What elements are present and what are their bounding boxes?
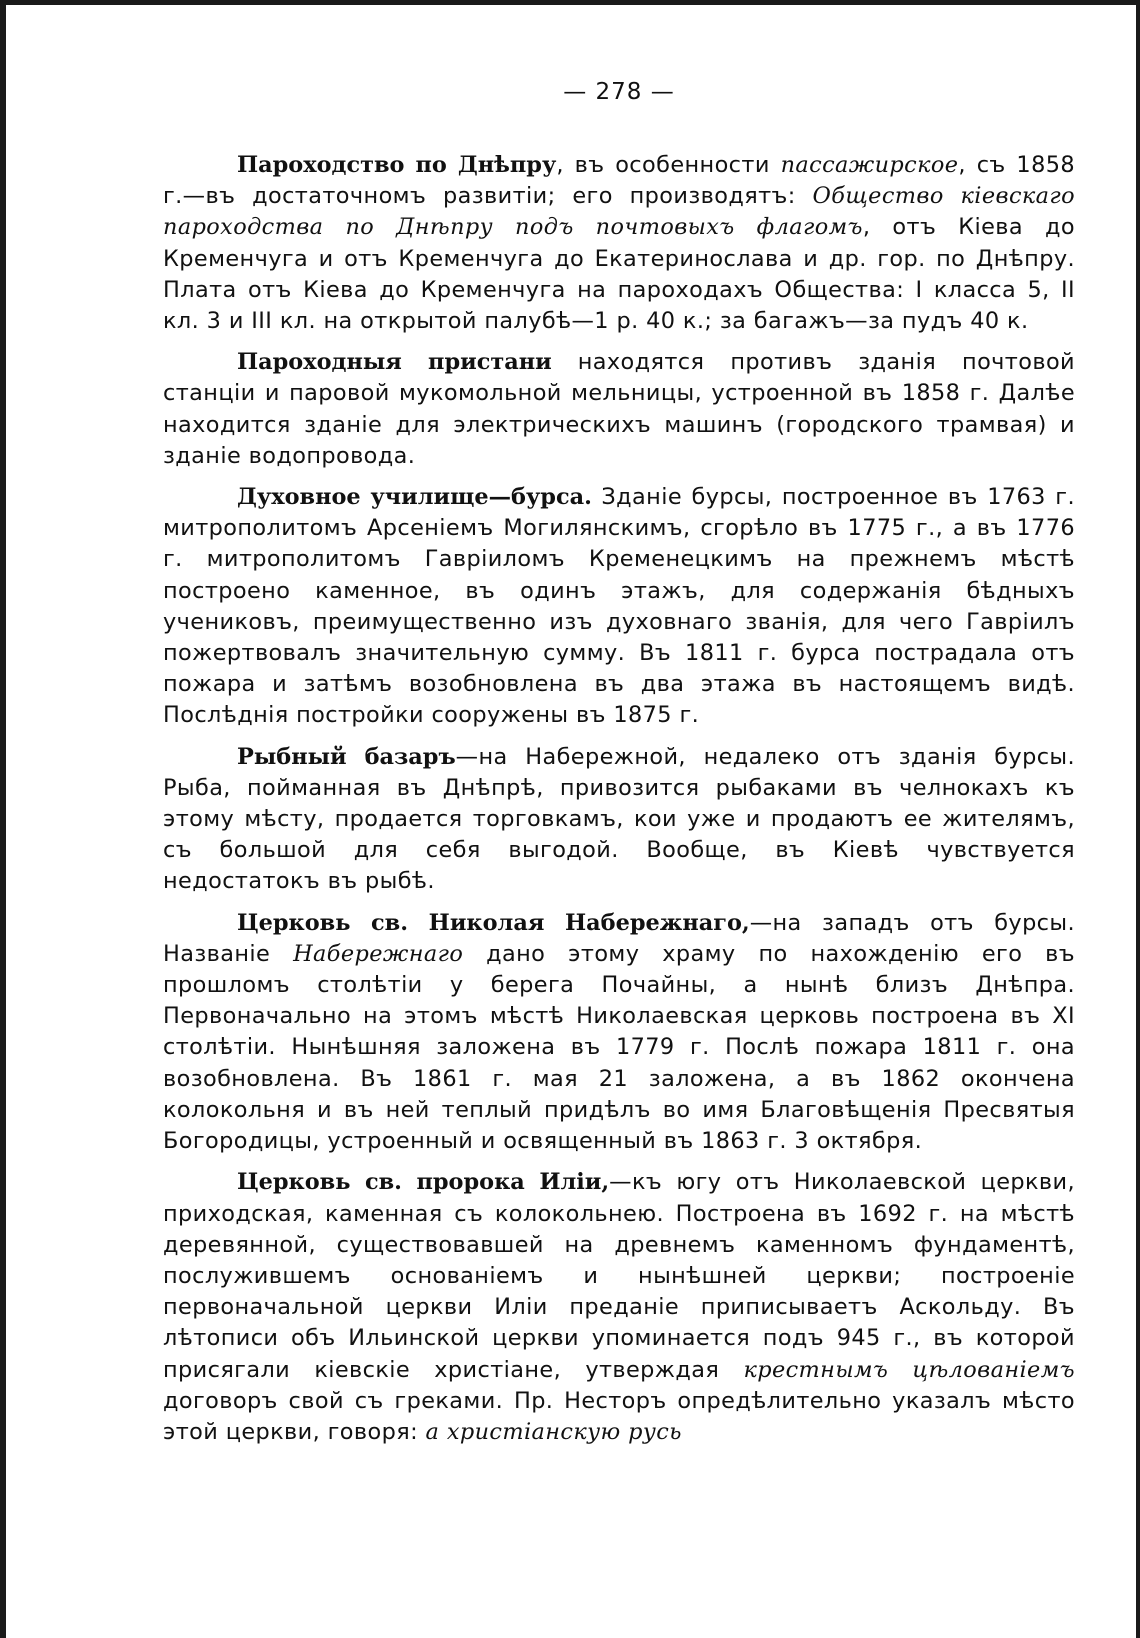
text-run: находятся противъ зданія почтовой станціи и паровой мукомольной мельницы, устроенной въ 1858 г. Далѣе находится зданіе для электрическихъ машинъ (городского трамвая) и зданіе водопровода.: [163, 349, 1075, 469]
emphasis-run: Общество кіевскаго пароходства по Днѣпру подъ почтовыхъ флагомъ: [163, 183, 1075, 241]
text-run: договоръ свой съ греками. Пр. Несторъ опредѣлительно указалъ мѣсто этой церкви, говоря:: [163, 1387, 1075, 1445]
emphasis-run: Набережнаго: [293, 940, 464, 967]
paragraph-st-elijah-church: [163, 1167, 1075, 1448]
text-run: Зданіе бурсы, построенное въ 1763 г. митрополитомъ Арсеніемъ Могилянскимъ, сгорѣло въ 1775 г., а въ 1776 г. митрополитомъ Гавріиломъ Кременецкимъ на прежнемъ мѣстѣ построено каменное, въ одинъ этажъ, для содержанія бѣдныхъ учениковъ, преимущественно изъ духовнаго званія, для чего Гавріилъ пожертвовалъ значительную сумму. Въ 1811 г. бурса пострадала отъ пожара и затѣмъ возобновлена въ два этажа въ настоящемъ видѣ. Послѣднія постройки сооружены въ 1875 г.: [163, 484, 1075, 729]
page-number: — 278 —: [563, 79, 675, 105]
scan-border-top: [0, 0, 1140, 5]
heading-st-elijah-church: Церковь св. пророка Иліи,: [237, 1169, 610, 1196]
text-run: дано этому храму по нахожденію его въ прошломъ столѣтіи у берега Почайны, а нынѣ близъ Днѣпра. Первоначально на этомъ мѣстѣ Николаевская церковь построена въ XI столѣтіи. Нынѣшняя заложена въ 1779 г. Послѣ пожара 1811 г. она возобновлена. Въ 1861 г. мая 21 заложена, а въ 1862 окончена колокольня и въ ней теплый придѣлъ во имя Благовѣщенія Пресвятыя Богородицы, устроенный и освященный въ 1863 г. 3 октября.: [163, 940, 1076, 1155]
text-run: —къ югу отъ Николаевской церкви, приходская, каменная съ колокольнею. Построена въ 1692 г. на мѣстѣ деревянной, существовавшей на древнемъ каменномъ фундаментѣ, послужившемъ основаніемъ и нынѣшней церкви; построеніе первоначальной церкви Иліи преданіе приписываетъ Аскольду. Въ лѣтописи объ Ильинской церкви упоминается подъ 945 г., въ которой присягали кіевскіе христіане, утверждая: [163, 1169, 1075, 1383]
scan-border-right: [1136, 0, 1140, 1638]
heading-seminary: Духовное училище—бурса.: [237, 484, 592, 511]
text-run: —на Набережной, недалеко отъ зданія бурсы. Рыба, пойманная въ Днѣпрѣ, привозится рыбаками въ челнокахъ къ этому мѣсту, продается торговкамъ, кои уже и продаютъ ее жителямъ, съ большой для себя выгодой. Вообще, въ Кіевѣ чувствуется недостатокъ въ рыбѣ.: [163, 743, 1076, 895]
emphasis-run: пассажирское: [780, 152, 959, 178]
paragraph-st-nicholas-church: [163, 908, 1075, 1158]
paragraph-fish-market: [163, 742, 1075, 898]
heading-fish-market: Рыбный базаръ: [237, 743, 456, 770]
emphasis-run: крестнымъ цѣлованіемъ: [743, 1356, 1075, 1383]
text-run: , съ 1858 г.—въ достаточномъ развитіи; его производятъ:: [163, 152, 1076, 210]
emphasis-run: а христіанскую русь: [425, 1418, 682, 1445]
text-run: —на западъ отъ бурсы. Названіе: [163, 909, 1075, 967]
book-page: [163, 72, 1075, 1458]
paragraph-piers: [163, 347, 1075, 472]
heading-st-nicholas-church: Церковь св. Николая Набережнаго,: [237, 909, 750, 936]
text-run: , въ особенности: [556, 152, 781, 178]
paragraph-seminary: [163, 482, 1075, 732]
heading-piers: Пароходныя пристани: [237, 349, 552, 376]
scan-border-left: [0, 0, 6, 1638]
text-run: , отъ Кіева до Кременчуга и отъ Кременчуга до Екатеринослава и др. гор. по Днѣпру. Плата отъ Кіева до Кременчуга на пароходахъ Общества: I класса 5, II кл. 3 и III кл. на открытой палубѣ—1 р. 40 к.; за багажъ—за пудъ 40 к.: [163, 214, 1075, 335]
paragraph-steamship-service: [163, 150, 1075, 337]
heading-steamship-service: Пароходство по Днѣпру: [237, 152, 557, 178]
